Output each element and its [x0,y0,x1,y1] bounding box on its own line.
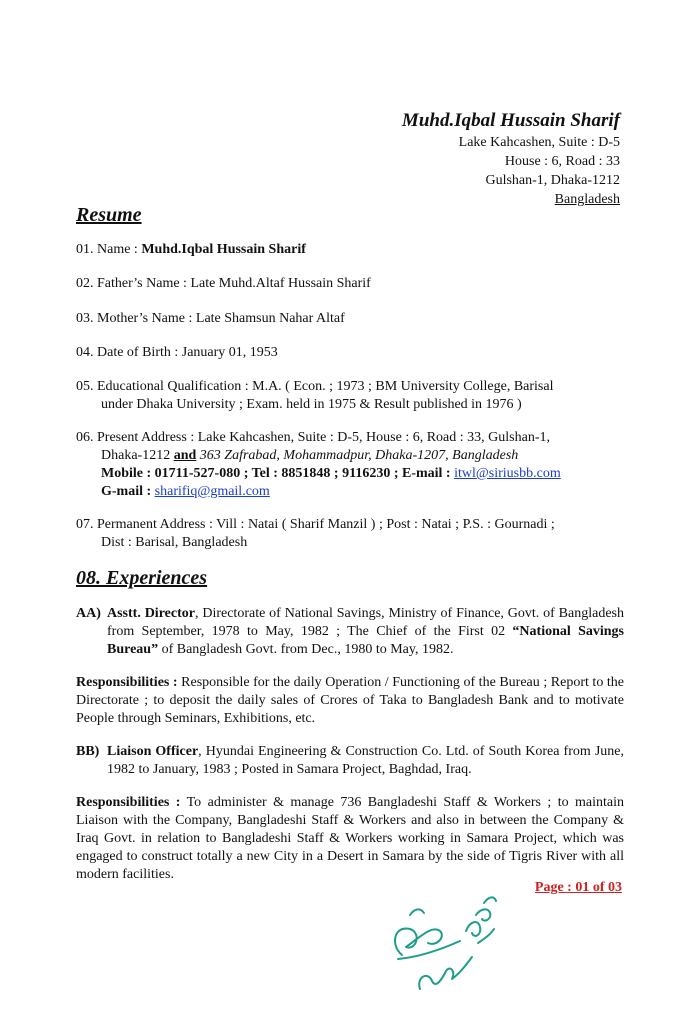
present-address-line-1: 06. Present Address : Lake Kahcashen, Suite : D-5, House : 6, Road : 33, Gulshan-1, [76,430,550,445]
education-line-1: 05. Educational Qualification : M.A. ( Econ. ; 1973 ; BM University College, Barisal [76,379,554,394]
header-country: Bangladesh [554,192,620,207]
bb-responsibilities-text: To administer & manage 736 Bangladeshi Staff & Workers ; to maintain Liaison with the Company, Bangladeshi Staff & Workers and also in between the Company & Iraq Govt. in relation to Bangladeshi Staff & Workers working in Samara Project, which was engaged to construct totally a new City in a Desert in Samara by the side of Tigris River with all modern facilities. [76,795,624,882]
experience-aa-role: Asstt. Director [107,606,195,621]
item-mother: 03. Mother’s Name : Late Shamsun Nahar Altaf [76,311,345,326]
permanent-address-line-2: Dist : Barisal, Bangladesh [101,535,248,550]
present-address-dhaka: Dhaka-1212 [101,448,174,463]
experience-aa-bureau: “National Savings Bureau” [107,624,625,657]
present-address-second: 363 Zafrabad, Mohammadpur, Dhaka-1207, Bangladesh [196,448,519,463]
bb-responsibilities-label: Responsibilities : [76,795,181,810]
experience-aa [76,605,624,659]
gmail-line [76,483,624,501]
experience-aa-desc-1: , Directorate of National Savings, Ministry of Finance, Govt. of Bangladesh from September, 1978 to May, 1982 ; The Chief of the First 02 [107,606,624,639]
header-address-line-3: Gulshan-1, Dhaka-1212 [485,173,620,188]
experiences-title: 08. Experiences [76,567,208,589]
mobile-text: Mobile : 01711-527-080 ; Tel : 8851848 ; 9116230 ; E-mail : [101,466,455,481]
experience-aa-text [102,605,624,659]
header-name: Muhd.Iqbal Hussain Sharif [401,110,620,131]
item-permanent-address [76,516,624,552]
email-link[interactable]: itwl@siriusbb.com [454,466,561,481]
gmail-link[interactable]: sharifiq@gmail.com [154,484,270,499]
permanent-address-line-1: 07. Permanent Address : Vill : Natai ( Sharif Manzil ) ; Post : Natai ; P.S. : Gournadi ; [76,517,555,532]
present-address-line-2 [76,447,624,465]
header-block [402,109,620,209]
handwritten-signature [380,885,510,1005]
item-father: 02. Father’s Name : Late Muhd.Altaf Hussain Sharif [76,276,371,291]
education-line-2: under Dhaka University ; Exam. held in 1975 & Result published in 1976 ) [101,397,522,412]
header-address-line-2: House : 6, Road : 33 [504,154,620,169]
resume-title: Resume [76,204,142,226]
experience-bb-label: BB) [76,744,100,759]
aa-responsibilities-text: Responsible for the daily Operation / Functioning of the Bureau ; Report to the Directorate ; to deposit the daily sales of Crores of Taka to Bangladesh Bank and to motivate People through Seminars, Exhibitions, etc. [76,675,624,726]
experience-bb-text [102,743,624,779]
experience-aa-responsibilities [76,674,624,728]
experience-bb-desc: , Hyundai Engineering & Construction Co. Ltd. of South Korea from June, 1982 to January, 1983 ; Posted in Samara Project, Baghdad, Iraq. [107,744,624,777]
present-address-and: and [173,448,197,463]
gmail-label: G-mail : [101,484,155,499]
aa-responsibilities-label: Responsibilities : [76,675,178,690]
page-number: Page : 01 of 03 [534,880,622,895]
experience-aa-desc-2: of Bangladesh Govt. from Dec., 1980 to May, 1982. [158,642,454,657]
name-value: Muhd.Iqbal Hussain Sharif [141,242,306,257]
name-label: 01. Name : [76,242,142,257]
item-name [76,241,624,259]
item-education [76,378,624,414]
header-address-line-1: Lake Kahcashen, Suite : D-5 [458,135,620,150]
experience-bb-responsibilities [76,794,624,884]
item-present-address [76,429,624,501]
contact-line [76,465,624,483]
item-dob: 04. Date of Birth : January 01, 1953 [76,345,278,360]
experience-bb [76,743,624,779]
experience-bb-role: Liaison Officer [107,744,199,759]
experience-aa-label: AA) [76,606,101,621]
